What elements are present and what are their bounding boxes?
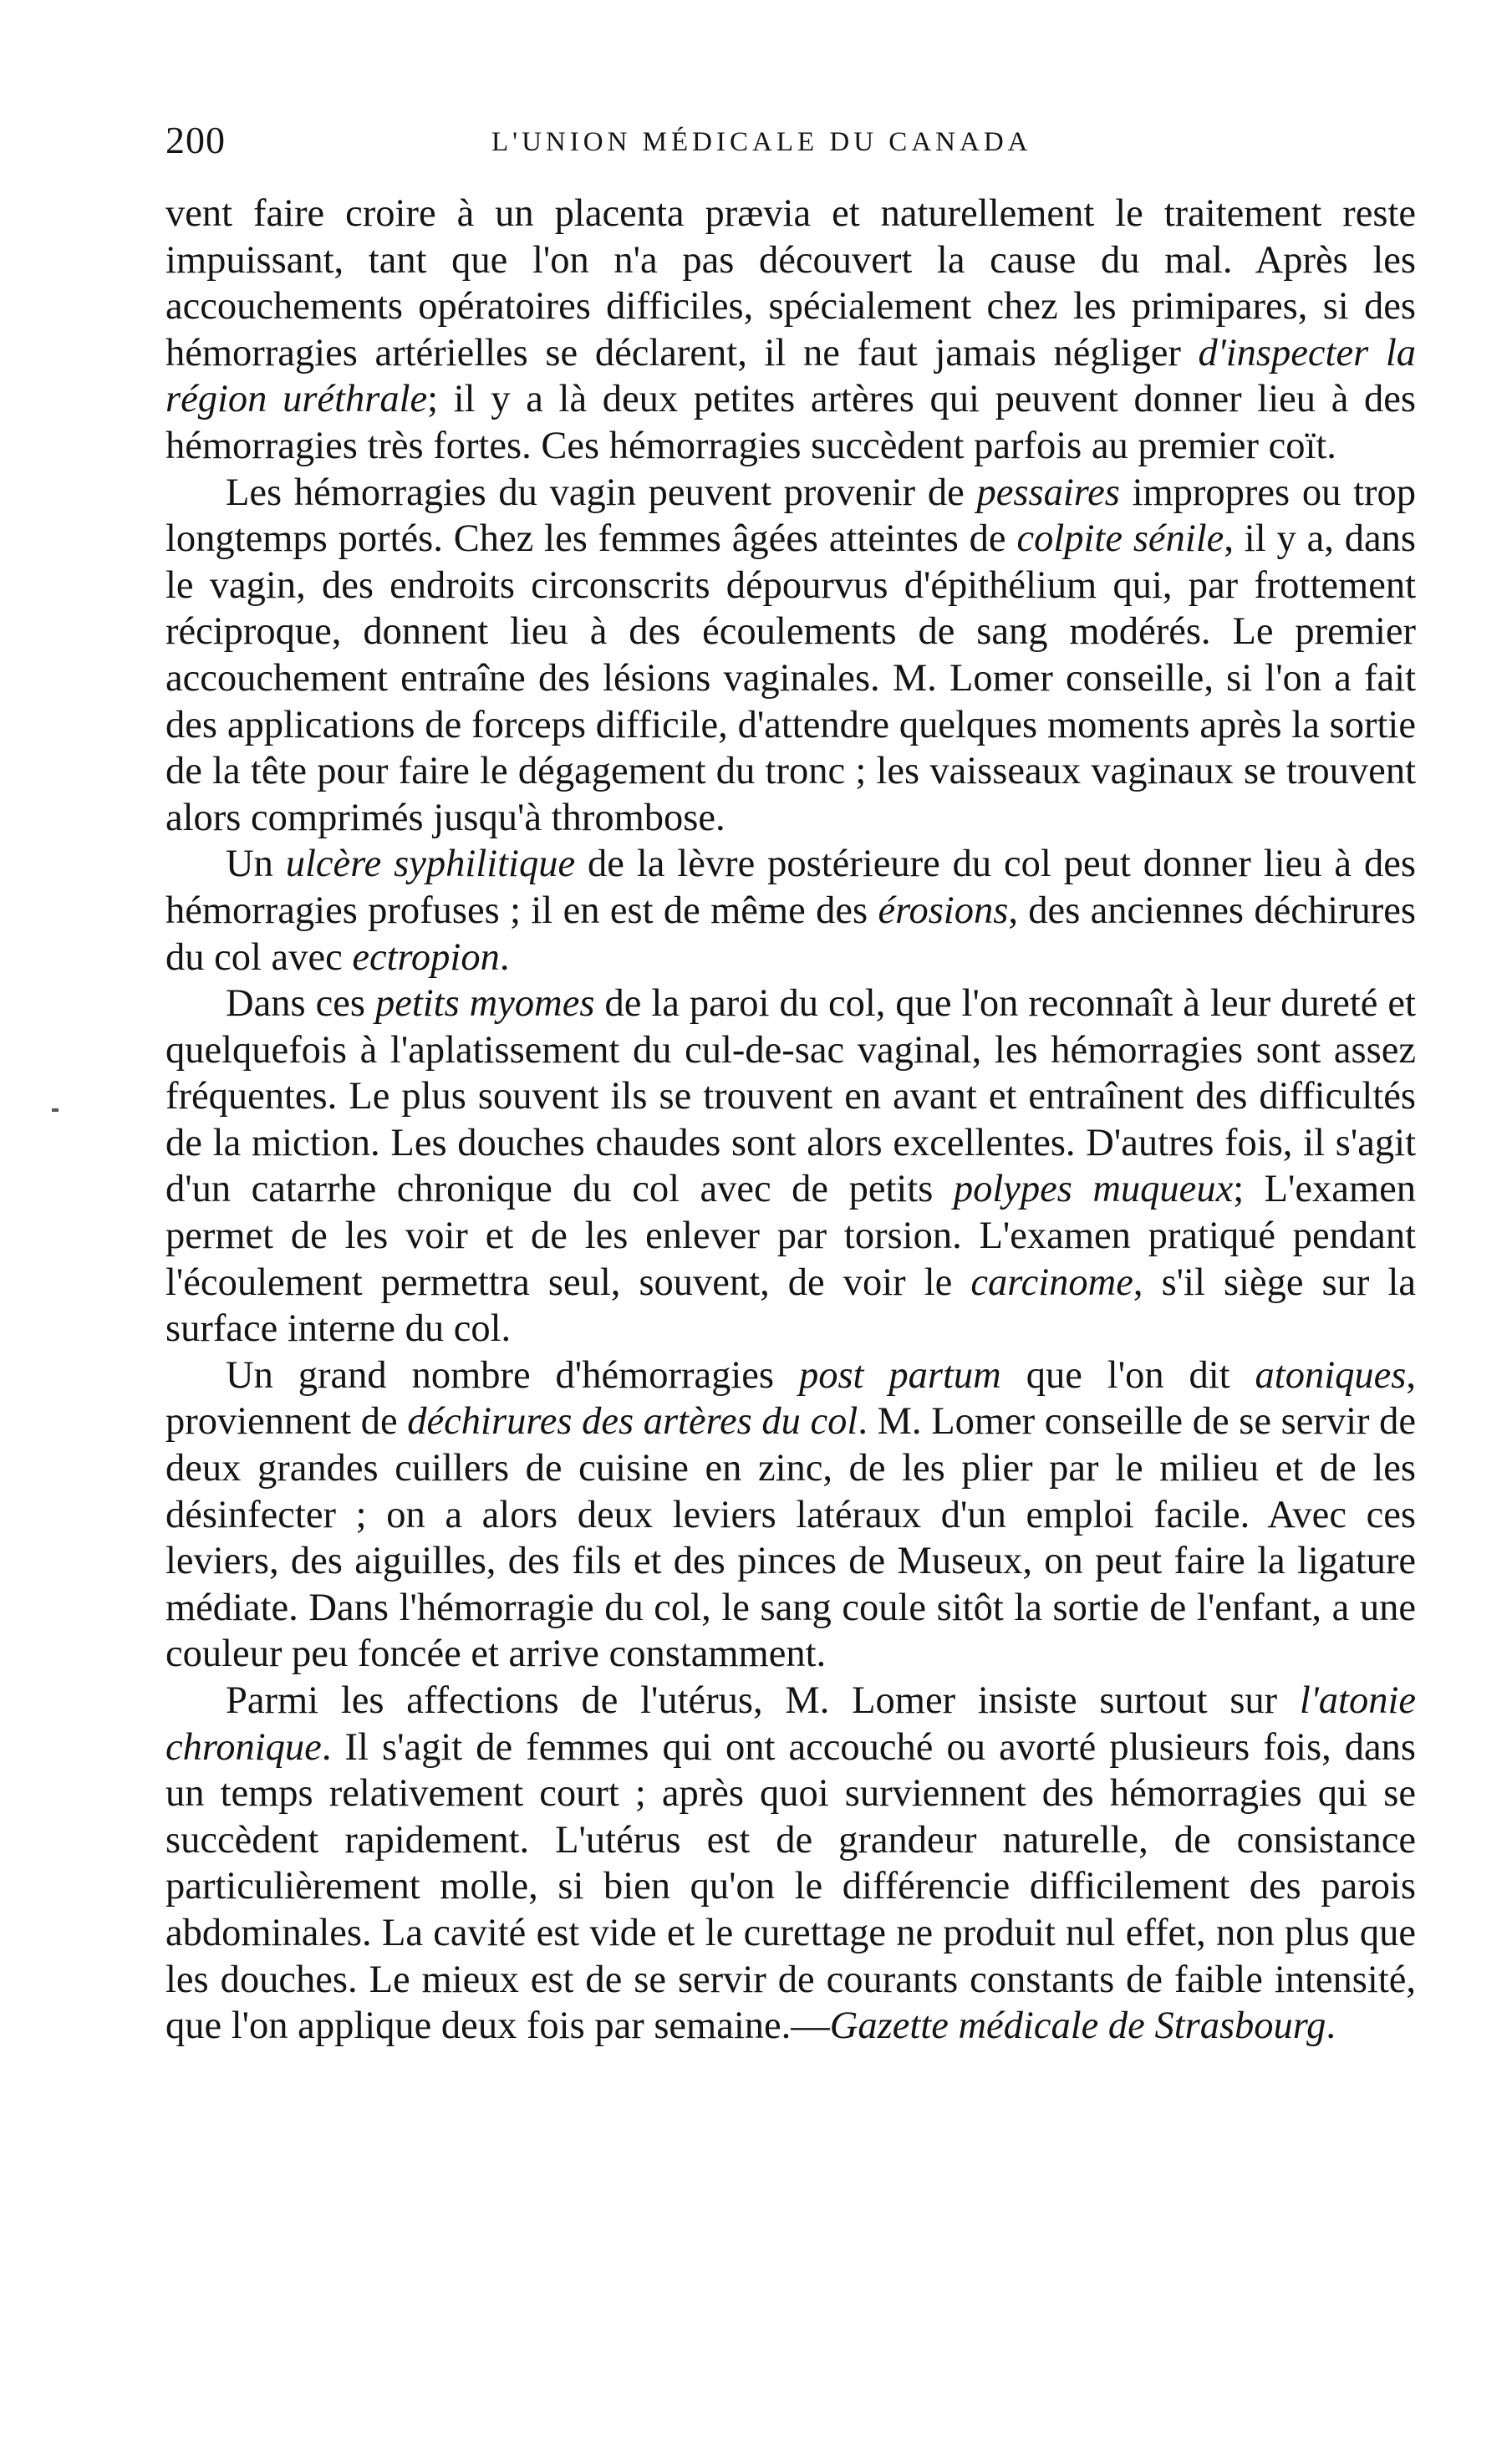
paragraph-p4	[165, 981, 1416, 1352]
paragraph-p2	[165, 470, 1416, 842]
italic-text: post partum	[798, 1353, 1001, 1397]
italic-text: Gazette médicale de Strasbourg	[829, 2004, 1326, 2048]
running-title: L'UNION MÉDICALE DU CANADA	[491, 127, 1032, 157]
italic-text: érosions	[878, 889, 1009, 932]
italic-text: polypes muqueux	[953, 1168, 1234, 1211]
text-run: ; il y a là deux petites artères qui peuvent donner lieu à des hémorragies très fortes. Ces hémorragies succèdent parfois au premier coït.	[165, 378, 1417, 467]
italic-text: colpite sénile	[1016, 517, 1224, 561]
italic-text: carcinome	[970, 1261, 1133, 1304]
text-run: ; L'examen permet de les voir et de les enlever par torsion. L'examen pratiqué pendant l'écoulement permettra seul, souvent, de voir le	[165, 1168, 1416, 1304]
text-run: de la paroi du col, que l'on reconnaît à leur dureté et quelquefois à l'aplatissement du cul-de-sac vaginal, les hémorragies sont assez fréquentes. Le plus souvent ils se trouvent en avant et entraînent des difficultés de la miction. Les douches chaudes sont alors excellentes. D'autres fois, il s'agit d'un catarrhe chronique du col avec de petits	[165, 982, 1416, 1211]
stray-ink-mark	[52, 1108, 59, 1112]
text-run: de la lèvre postérieure du col peut donner lieu à des hémorragies profuses ; il en est de même des	[165, 843, 1416, 932]
paragraph-p1	[165, 191, 1416, 470]
paragraph-p5	[165, 1352, 1416, 1678]
article-body	[165, 191, 1416, 2050]
text-run: Un grand nombre d'hémorragies	[226, 1353, 799, 1397]
italic-text: pessaires	[976, 471, 1120, 514]
paragraph-p3	[165, 841, 1416, 981]
page-header	[165, 115, 1406, 166]
italic-text: ectropion	[352, 935, 500, 979]
italic-text: d'inspecter la région uréthrale	[165, 331, 1416, 421]
italic-text: déchirures des artères du col	[407, 1400, 858, 1444]
text-run: , des anciennes déchirures du col avec	[165, 889, 1416, 979]
text-run: , il y a, dans le vagin, des endroits circonscrits dépourvus d'épithélium qui, par frottement réciproque, donnent lieu à des écoulements de sang modérés. Le premier accouchement entraîne des lésions vaginales. M. Lomer conseille, si l'on a fait des applications de forceps difficile, d'attendre quelques moments après la sortie de la tête pour faire le dégagement du tronc ; les vaisseaux vaginaux se trouvent alors comprimés jusqu'à thrombose.	[165, 517, 1416, 839]
text-run: . Il s'agit de femmes qui ont accouché ou avorté plusieurs fois, dans un temps relativement court ; après quoi surviennent des hémorragies qui se succèdent rapidement. L'utérus est de grandeur naturelle, de consistance particulièrement molle, si bien qu'on le différencie difficilement des parois abdominales. La cavité est vide et le curettage ne produit nul effet, non plus que les douches. Le mieux est de se servir de courants constants de faible intensité, que l'on applique deux fois par semaine.—	[165, 1725, 1416, 2048]
text-run: , s'il siège sur la surface interne du col.	[165, 1261, 1416, 1351]
text-run: , proviennent de	[165, 1353, 1416, 1444]
text-run: . M. Lomer conseille de se servir de deux grandes cuillers de cuisine en zinc, de les plier par le milieu et de les désinfecter ; on a alors deux leviers latéraux d'un emploi facile. Avec ces leviers, des aiguilles, des fils et des pinces de Museux, on peut faire la ligature médiate. Dans l'hémorragie du col, le sang coule sitôt la sortie de l'enfant, a une couleur peu foncée et arrive constamment.	[165, 1400, 1417, 1676]
text-run: vent faire croire à un placenta prævia et naturellement le traitement reste impuissant, tant que l'on n'a pas découvert la cause du mal. Après les accouchements opératoires difficiles, spécialement chez les primipares, si des hémorragies artérielles se déclarent, il ne faut jamais négliger	[165, 192, 1416, 374]
text-run: Parmi les affections de l'utérus, M. Lomer insiste surtout sur	[226, 1679, 1300, 1722]
text-run: Un	[226, 843, 286, 886]
paragraph-p6	[165, 1678, 1416, 2050]
italic-text: l'atonie chronique	[165, 1679, 1416, 1769]
text-run: .	[499, 935, 510, 979]
page-number: 200	[165, 119, 226, 161]
text-run: que l'on dit	[1000, 1353, 1255, 1397]
text-run: .	[1326, 2004, 1336, 2048]
italic-text: atoniques	[1255, 1353, 1407, 1397]
text-run: impropres ou trop longtemps portés. Chez les femmes âgées atteintes de	[165, 471, 1416, 561]
italic-text: ulcère syphilitique	[285, 843, 576, 886]
italic-text: petits myomes	[374, 982, 595, 1026]
text-run: Les hémorragies du vagin peuvent provenir de	[226, 471, 977, 514]
text-run: Dans ces	[226, 982, 375, 1026]
